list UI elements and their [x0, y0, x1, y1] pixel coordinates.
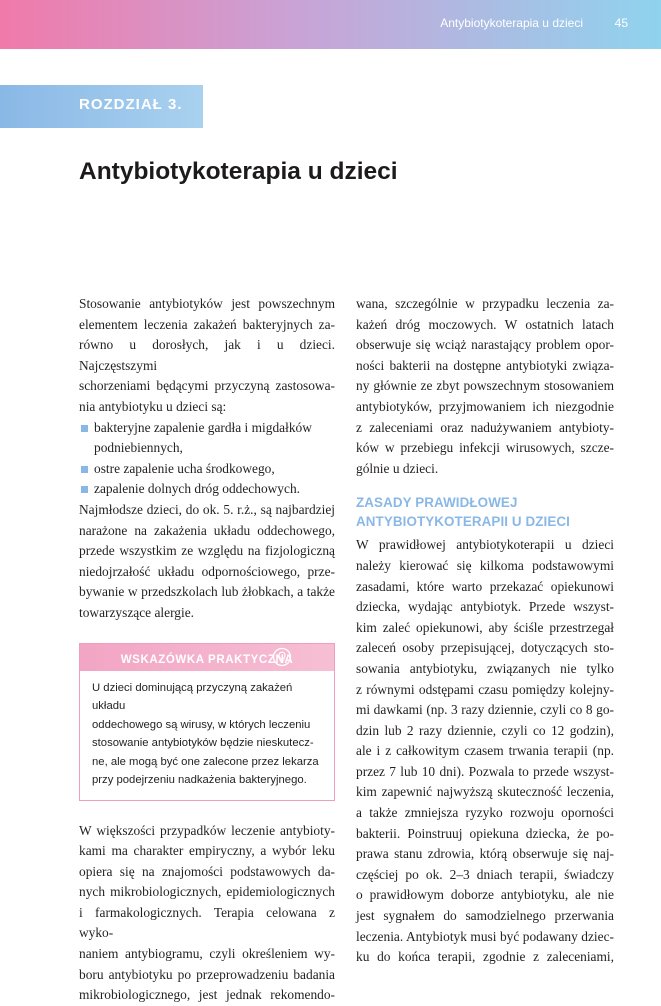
intro-paragraph	[79, 294, 335, 418]
text-line: o prawidłowym doborze antybiotyku, ale nie	[356, 887, 614, 903]
text-line: jest sygnałem do samodzielnego przerwania	[356, 908, 614, 924]
left-column	[79, 294, 335, 1006]
text-line: kim zaleć opiekunowi, aby ściśle przestrzegał	[356, 619, 614, 635]
right-column	[356, 294, 614, 968]
text-line: gólnie u dzieci.	[356, 460, 439, 476]
heading-line: ANTYBIOTYKOTERAPII U DZIECI	[356, 514, 570, 530]
list-item-text: bakteryjne zapalenie gardła i migdałków podniebiennych,	[94, 419, 312, 456]
text-line: elementem leczenia zakażeń bakteryjnych za-	[79, 316, 335, 332]
text-line: Najmłodsze dzieci, do ok. 5. r.ż., są najbardziej	[79, 501, 335, 517]
text-line: kami ma charakter empiryczny, a wybór leku	[79, 843, 335, 859]
text-line: dzin lub 2 razy dziennie, czyli co 12 godzin),	[356, 722, 614, 738]
text-line: oddechowego są wirusy, w których leczeniu	[92, 718, 311, 731]
list-item-text: ostre zapalenie ucha środkowego,	[94, 460, 275, 476]
list-item	[79, 459, 335, 480]
text-line: dziecka, wydając antybiotyk. Przede wszyst-	[356, 599, 614, 615]
text-line: nych mikrobiologicznych, epidemiologicznych	[79, 884, 335, 900]
section-heading	[356, 493, 614, 531]
chapter-title: Antybiotykoterapia u dzieci	[79, 158, 398, 185]
text-line: równo u dorosłych, jak i u dzieci. Najczęstszymi	[79, 337, 335, 373]
empirical-paragraph	[79, 821, 335, 1006]
lightbulb-icon	[272, 647, 292, 667]
text-line: opiera się na znajomości podstawowych da-	[79, 863, 335, 879]
text-line: stosowanie antybiotyków będzie nieskutecz-	[92, 737, 314, 749]
tip-header	[80, 644, 334, 671]
text-line: bakterii. Poinstruuj opiekuna dziecka, że po-	[356, 825, 614, 841]
text-line: boru antybiotyku po przeprowadzeniu badania	[79, 966, 335, 982]
text-line: należy kierować się kilkoma podstawowymi	[356, 557, 614, 573]
chapter-label: ROZDZIAŁ 3.	[79, 96, 183, 113]
text-line: przede wszystkim ze względu na fizjologiczną	[79, 543, 335, 559]
heading-line: ZASADY PRAWIDŁOWEJ	[356, 495, 518, 511]
text-line: przy podejrzeniu nadkażenia bakteryjnego.	[92, 774, 307, 786]
text-line: ale i z całkowitym czasem trwania terapii (np.	[356, 743, 614, 759]
text-line: zaleceń osoby przepisującej, dotyczących sto-	[356, 640, 614, 656]
text-line: bywanie w przedszkolach lub żłobkach, a także	[79, 584, 335, 600]
text-line: leczenia. Antybiotyk musi być podawany dziec-	[356, 928, 614, 944]
text-line: niedojrzałość układu odpornościowego, prze-	[79, 563, 335, 579]
bullet-square-icon	[81, 486, 88, 493]
text-line: wana, szczególnie w przypadku leczenia za-	[356, 296, 614, 311]
text-line: U dzieci dominującą przyczyną zakażeń układu	[92, 681, 293, 712]
text-line: z zaleceniami oraz nadużywaniem antybioty-	[356, 419, 614, 435]
text-line: W większości przypadków leczenie antybioty-	[79, 822, 335, 838]
chapter-tab	[0, 85, 203, 128]
text-line: narażone na zakażenia układu oddechowego,	[79, 522, 335, 538]
text-line: prawa stanu zdrowia, którą obserwuje się naj-	[356, 846, 614, 862]
tip-body	[80, 671, 334, 800]
text-line: z równymi odstępami czasu pomiędzy kolejny-	[356, 681, 614, 697]
resistance-paragraph	[356, 294, 614, 479]
principles-paragraph	[356, 535, 614, 967]
bullet-square-icon	[81, 466, 88, 473]
text-line: i farmakologicznych. Terapia celowana z wyko-	[79, 904, 335, 941]
list-item-text: zapalenie dolnych dróg oddechowych.	[94, 481, 300, 497]
text-line: nia antybiotyku u dzieci są:	[79, 398, 227, 414]
bullet-square-icon	[81, 425, 88, 432]
running-title: Antybiotykoterapia u dzieci	[440, 16, 583, 30]
text-line: towarzyszące alergie.	[79, 604, 194, 620]
text-line: schorzeniami będącymi przyczyną zastosowa-	[79, 378, 335, 394]
text-line: ne, ale mogą być one zalecone przez lekarza	[92, 755, 319, 768]
page-number: 45	[614, 16, 628, 30]
text-line: częściej po ok. 2–3 dniach terapii, świadczy	[356, 866, 614, 882]
text-line: naniem antybiogramu, czyli określeniem wy-	[79, 946, 335, 962]
indication-list	[79, 418, 335, 500]
text-line: antybiotyków, przyjmowaniem ich niezgodnie	[356, 398, 614, 414]
practical-tip-box	[79, 643, 335, 801]
text-line: kim zapewnić najwyższą skuteczność leczenia,	[356, 784, 614, 800]
text-line: a także zmniejsza ryzyko rozwoju oporności	[356, 805, 614, 821]
spacer	[79, 801, 335, 821]
tip-title: WSKAZÓWKA PRAKTYCZNA	[120, 653, 294, 666]
text-line: mi dawkami (np. 3 razy dziennie, czyli co 8 go-	[356, 702, 614, 718]
list-item	[79, 418, 335, 459]
list-item	[79, 479, 335, 500]
text-line: ności bakterii na dostępne antybiotyki związa-	[356, 357, 614, 373]
text-line: zasadami, które warto przekazać opiekunowi	[356, 578, 614, 594]
text-line: mikrobiologicznego, jest jednak rekomendo-	[79, 987, 335, 1003]
text-line: W prawidłowej antybiotykoterapii u dzieci	[356, 537, 614, 553]
text-line: każeń dróg moczowych. W ostatnich latach	[356, 316, 614, 332]
text-line: ku do końca terapii, zgodnie z zaleceniami,	[356, 949, 614, 965]
text-line: ny głównie ze zbyt powszechnym stosowaniem	[356, 378, 614, 394]
children-paragraph	[79, 500, 335, 624]
text-line: Stosowanie antybiotyków jest powszechnym	[79, 296, 335, 311]
text-line: sowania antybiotyku, związanych nie tylko	[356, 660, 614, 676]
text-line: obserwuje się wciąż narastający problem opor-	[356, 337, 614, 353]
text-line: przez 7 lub 10 dni). Pozwala to przede wszyst-	[356, 763, 614, 779]
text-line: ków w przebiegu infekcji wirusowych, szcze-	[356, 440, 614, 456]
